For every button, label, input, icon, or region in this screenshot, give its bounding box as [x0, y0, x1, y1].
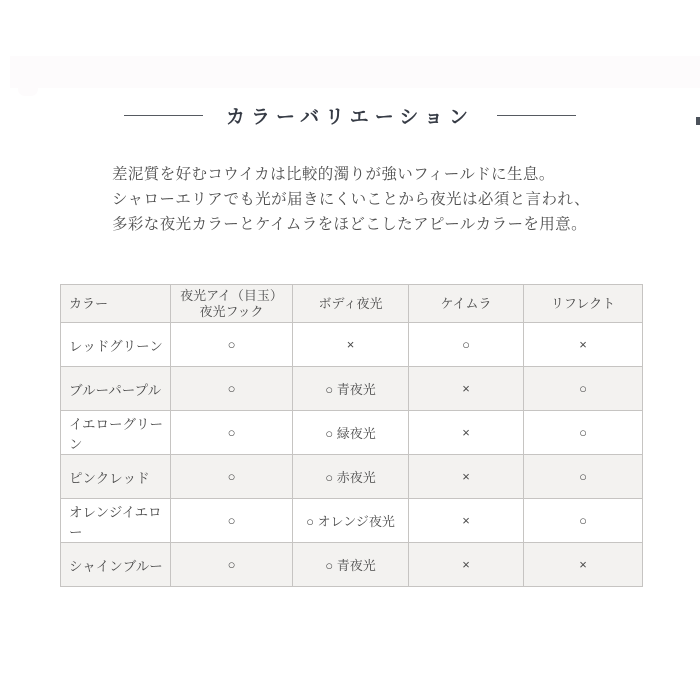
keimura-cell: ×: [409, 499, 524, 543]
header-glow-eye-hook: [171, 285, 293, 323]
glow-eye-hook-cell: ○: [171, 499, 293, 543]
table-row-red-green: [61, 323, 643, 367]
previous-section-image-fade: [10, 56, 700, 88]
previous-section-image-fade-notch: [18, 86, 38, 96]
keimura-cell: ×: [409, 455, 524, 499]
description-line-1: 差泥質を好むコウイカは比較的濁りが強いフィールドに生息。: [112, 166, 555, 183]
body-glow-cell: ○ オレンジ夜光: [293, 499, 409, 543]
glow-eye-hook-cell: ○: [171, 323, 293, 367]
table-row-yellow-green: [61, 411, 643, 455]
color-name-cell: オレンジイエロー: [61, 499, 171, 543]
color-name-cell: シャインブルー: [61, 543, 171, 587]
body-glow-cell: ×: [293, 323, 409, 367]
heading-rule-right: [497, 115, 576, 116]
header-body-glow: ボディ夜光: [293, 285, 409, 323]
color-variation-table: [60, 284, 643, 587]
table-row-blue-purple: [61, 367, 643, 411]
color-name-cell: ブルーパープル: [61, 367, 171, 411]
reflect-cell: ○: [524, 455, 643, 499]
section-description: [112, 162, 590, 237]
color-name-cell: レッドグリーン: [61, 323, 171, 367]
keimura-cell: ×: [409, 411, 524, 455]
table-row-shine-blue: [61, 543, 643, 587]
header-glow-eye-line: 夜光アイ（目玉）: [180, 287, 283, 303]
heading-rule-left: [124, 115, 203, 116]
table-row-pink-red: [61, 455, 643, 499]
glow-eye-hook-cell: ○: [171, 367, 293, 411]
description-line-3: 多彩な夜光カラーとケイムラをほどこしたアピールカラーを用意。: [112, 216, 587, 233]
reflect-cell: ○: [524, 411, 643, 455]
header-glow-hook-line: 夜光フック: [199, 303, 264, 319]
table-header-row: [61, 285, 643, 323]
glow-eye-hook-cell: ○: [171, 455, 293, 499]
keimura-cell: ×: [409, 367, 524, 411]
glow-eye-hook-cell: ○: [171, 543, 293, 587]
header-color: カラー: [61, 285, 171, 323]
body-glow-cell: ○ 赤夜光: [293, 455, 409, 499]
reflect-cell: ○: [524, 367, 643, 411]
color-name-cell: ピンクレッド: [61, 455, 171, 499]
reflect-cell: ×: [524, 543, 643, 587]
keimura-cell: ×: [409, 543, 524, 587]
body-glow-cell: ○ 緑夜光: [293, 411, 409, 455]
reflect-cell: ×: [524, 323, 643, 367]
section-heading: [0, 102, 700, 129]
keimura-cell: ○: [409, 323, 524, 367]
body-glow-cell: ○ 青夜光: [293, 543, 409, 587]
body-glow-cell: ○ 青夜光: [293, 367, 409, 411]
glow-eye-hook-cell: ○: [171, 411, 293, 455]
header-reflect: リフレクト: [524, 285, 643, 323]
color-name-cell: イエローグリーン: [61, 411, 171, 455]
reflect-cell: ○: [524, 499, 643, 543]
description-line-2: シャローエリアでも光が届きにくいことから夜光は必須と言われ、: [112, 191, 591, 208]
header-keimura: ケイムラ: [409, 285, 524, 323]
table-row-orange-yellow: [61, 499, 643, 543]
page-title: カラーバリエーション: [226, 107, 474, 128]
